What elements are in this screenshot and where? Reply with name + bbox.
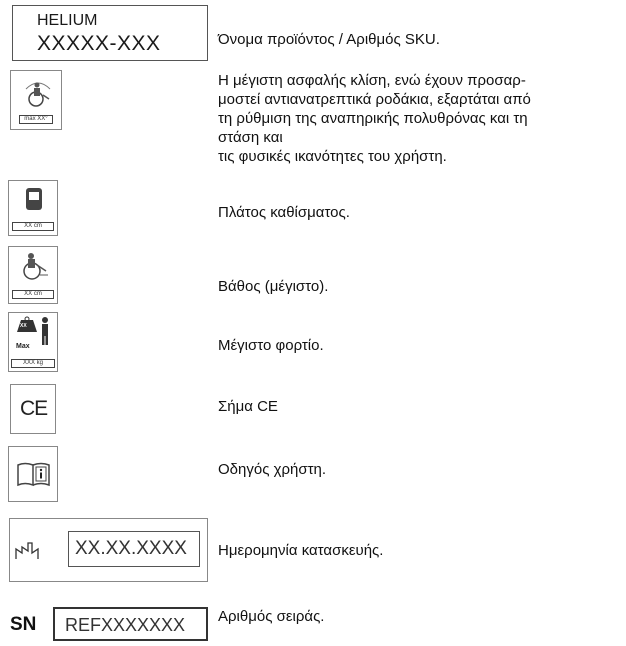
description-line: Η μέγιστη ασφαλής κλίση, ενώ έχουν προσαρ- <box>218 72 526 89</box>
ce-mark-box <box>10 384 56 434</box>
manufacture-date-field <box>68 531 200 567</box>
product-label-box <box>12 5 208 61</box>
seat-depth-icon-box <box>8 246 58 304</box>
description-line: τις φυσικές ικανότητες του χρήστη. <box>218 148 447 165</box>
weight-person-icon <box>13 316 53 346</box>
max-slope-icon-box <box>10 70 62 130</box>
product-sku: XXXXX-XXX <box>37 32 161 55</box>
ce-mark-description: Σήμα CE <box>218 398 278 415</box>
description-line: τη ρύθμιση της αναπηρικής πολυθρόνας και τη <box>218 110 528 127</box>
user-guide-icon-box <box>8 446 58 502</box>
book-info-icon <box>16 461 52 487</box>
sn-label: SN <box>10 614 37 635</box>
manufacture-date-description: Ημερομηνία κατασκευής. <box>218 542 384 559</box>
max-slope-caption: max XX° <box>19 115 53 124</box>
seat-width-caption: XX cm <box>12 222 54 231</box>
max-load-icon-box <box>8 312 58 372</box>
seat-width-description: Πλάτος καθίσματος. <box>218 204 350 221</box>
manufacture-date-value: XX.XX.XXXX <box>75 538 187 559</box>
user-guide-description: Οδηγός χρήστη. <box>218 461 327 478</box>
manufacture-date-box <box>9 518 208 582</box>
product-name: HELIUM <box>37 12 98 29</box>
max-badge: Max <box>16 343 30 350</box>
max-load-description: Μέγιστο φορτίο. <box>218 337 324 354</box>
seat-depth-description: Βάθος (μέγιστο). <box>218 278 329 295</box>
ce-mark-icon: CE <box>20 397 48 420</box>
wheelchair-depth-icon <box>18 251 50 283</box>
max-load-caption: XXX kg <box>11 359 55 368</box>
seat-depth-caption: XX cm <box>12 290 54 299</box>
wheelchair-slope-icon <box>23 79 53 109</box>
description-line: στάση και <box>218 129 283 146</box>
serial-number-value: REFXXXXXXX <box>65 615 186 635</box>
seat-width-icon <box>24 186 44 214</box>
product-name-description: Όνομα προϊόντος / Αριθμός SKU. <box>218 31 440 48</box>
factory-icon <box>14 539 44 561</box>
description-line: μοστεί αντιανατρεπτικά ροδάκια, εξαρτάται από <box>218 91 531 108</box>
max-slope-description <box>218 71 623 166</box>
serial-number-field <box>53 607 208 641</box>
seat-width-icon-box <box>8 180 58 236</box>
weight-letters: XX <box>20 323 27 329</box>
serial-number-description: Αριθμός σειράς. <box>218 608 325 625</box>
